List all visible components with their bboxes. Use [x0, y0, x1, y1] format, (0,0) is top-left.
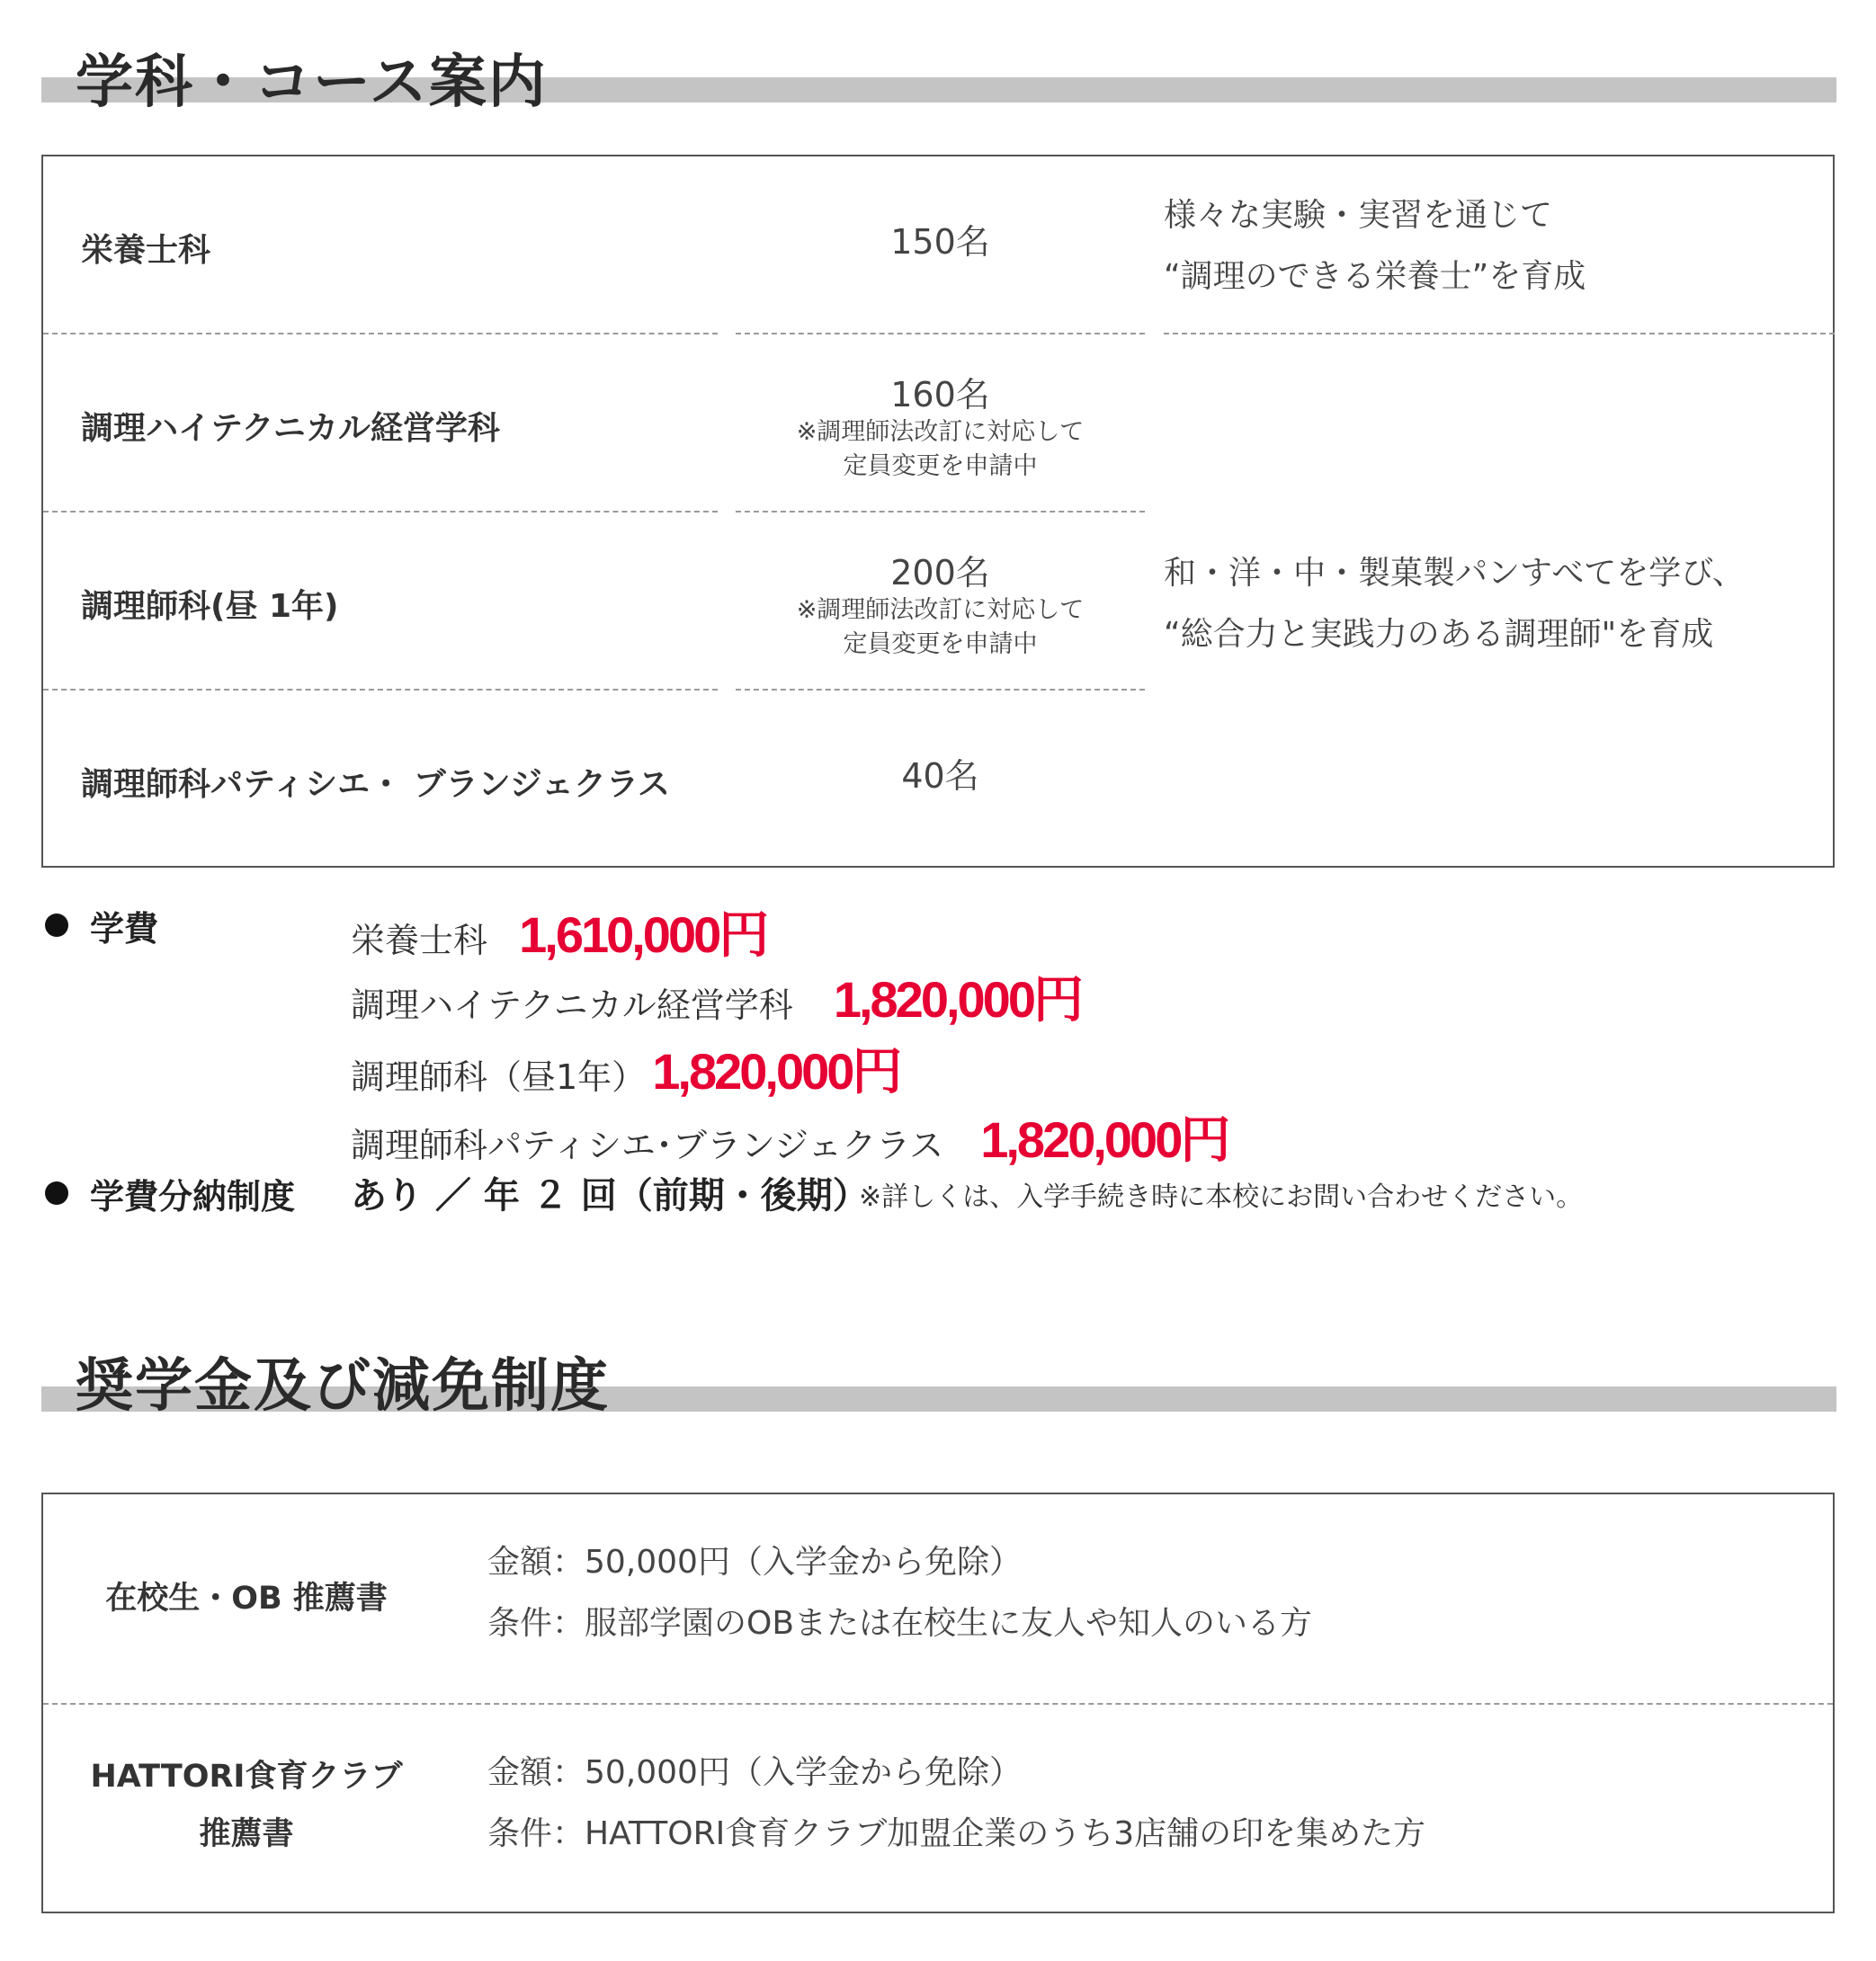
fee-item	[351, 1101, 1228, 1172]
scholarship-name	[43, 1748, 450, 1863]
fee-amount: 1,610,000円	[519, 906, 767, 963]
bullet-icon	[45, 914, 68, 937]
row-divider	[1164, 333, 1835, 334]
fee-course: 調理師科パティシエ･ブランジェクラス	[351, 1126, 944, 1165]
installment-value: あり ／ 年 ２ 回（前期・後期）	[351, 1175, 869, 1217]
course-capacity	[736, 755, 1145, 797]
description-line: 和・洋・中・製菓製パンすべてを学び、	[1164, 555, 1745, 592]
fees-label: 学費	[90, 909, 159, 949]
course-capacity	[736, 552, 1145, 662]
course-name: 調理師科(昼 1年)	[81, 588, 339, 625]
row-divider	[736, 689, 1145, 691]
fee-item	[351, 1032, 899, 1104]
description-line: “総合力と実践力のある調理師"を育成	[1164, 616, 1714, 653]
course-description	[1164, 185, 1586, 308]
installment-note: ※詳しくは、入学手続き時に本校にお問い合わせください。	[859, 1181, 1584, 1213]
scholarship-amount: 金額：50,000円（入学金から免除）	[487, 1754, 1022, 1791]
course-name: 調理ハイテクニカル経営学科	[81, 410, 500, 447]
course-capacity	[736, 221, 1145, 263]
scholarship-condition: 条件：服部学園のOBまたは在校生に友人や知人のいる方	[487, 1605, 1313, 1642]
section-title: 学科・コース案内	[76, 49, 548, 116]
row-divider	[43, 689, 718, 691]
fee-item	[351, 960, 1081, 1032]
scholarship-name-line: 在校生・OB 推薦書	[105, 1581, 388, 1617]
section-header-courses	[41, 36, 1836, 116]
row-divider	[43, 333, 718, 334]
description-line: 様々な実験・実習を通じて	[1164, 197, 1553, 234]
fee-course: 調理師科（昼1年）	[351, 1057, 647, 1097]
scholarship-table	[41, 1493, 1835, 1913]
fee-amount: 1,820,000円	[652, 1043, 900, 1100]
section-title: 奨学金及び減免制度	[76, 1352, 610, 1420]
installment-label: 学費分納制度	[90, 1177, 296, 1217]
course-name: 調理師科パティシエ・ ブランジェクラス	[81, 766, 670, 803]
scholarship-name-line: HATTORI食育クラブ	[90, 1759, 403, 1795]
scholarship-amount: 金額：50,000円（入学金から免除）	[487, 1544, 1022, 1581]
scholarship-condition: 条件：HATTORI食育クラブ加盟企業のうち3店舗の印を集めた方	[487, 1815, 1426, 1852]
capacity-note: 定員変更を申請中	[843, 630, 1038, 658]
fee-course: 栄養士科	[351, 921, 488, 960]
capacity-value: 40名	[901, 756, 979, 796]
row-divider	[43, 1703, 1833, 1705]
capacity-value: 150名	[890, 222, 990, 262]
capacity-value: 160名	[890, 375, 990, 414]
row-divider	[736, 333, 1145, 334]
row-divider	[43, 511, 718, 513]
course-description	[1164, 543, 1745, 665]
fee-course: 調理ハイテクニカル経営学科	[351, 985, 793, 1025]
fee-item	[351, 896, 766, 967]
row-divider	[736, 511, 1145, 513]
capacity-value: 200名	[890, 553, 990, 593]
section-header-scholarships	[41, 1340, 1836, 1420]
scholarship-name	[43, 1570, 450, 1627]
capacity-note: ※調理師法改訂に対応して	[796, 596, 1085, 624]
scholarship-name-line: 推薦書	[199, 1816, 294, 1852]
course-capacity	[736, 374, 1145, 484]
bullet-icon	[45, 1181, 68, 1205]
course-table	[41, 155, 1835, 868]
course-name: 栄養士科	[81, 232, 211, 269]
fee-amount: 1,820,000円	[980, 1111, 1228, 1168]
capacity-note: 定員変更を申請中	[843, 452, 1038, 480]
capacity-note: ※調理師法改訂に対応して	[796, 418, 1085, 446]
fee-amount: 1,820,000円	[833, 971, 1081, 1028]
description-line: “調理のできる栄養士”を育成	[1164, 258, 1586, 295]
